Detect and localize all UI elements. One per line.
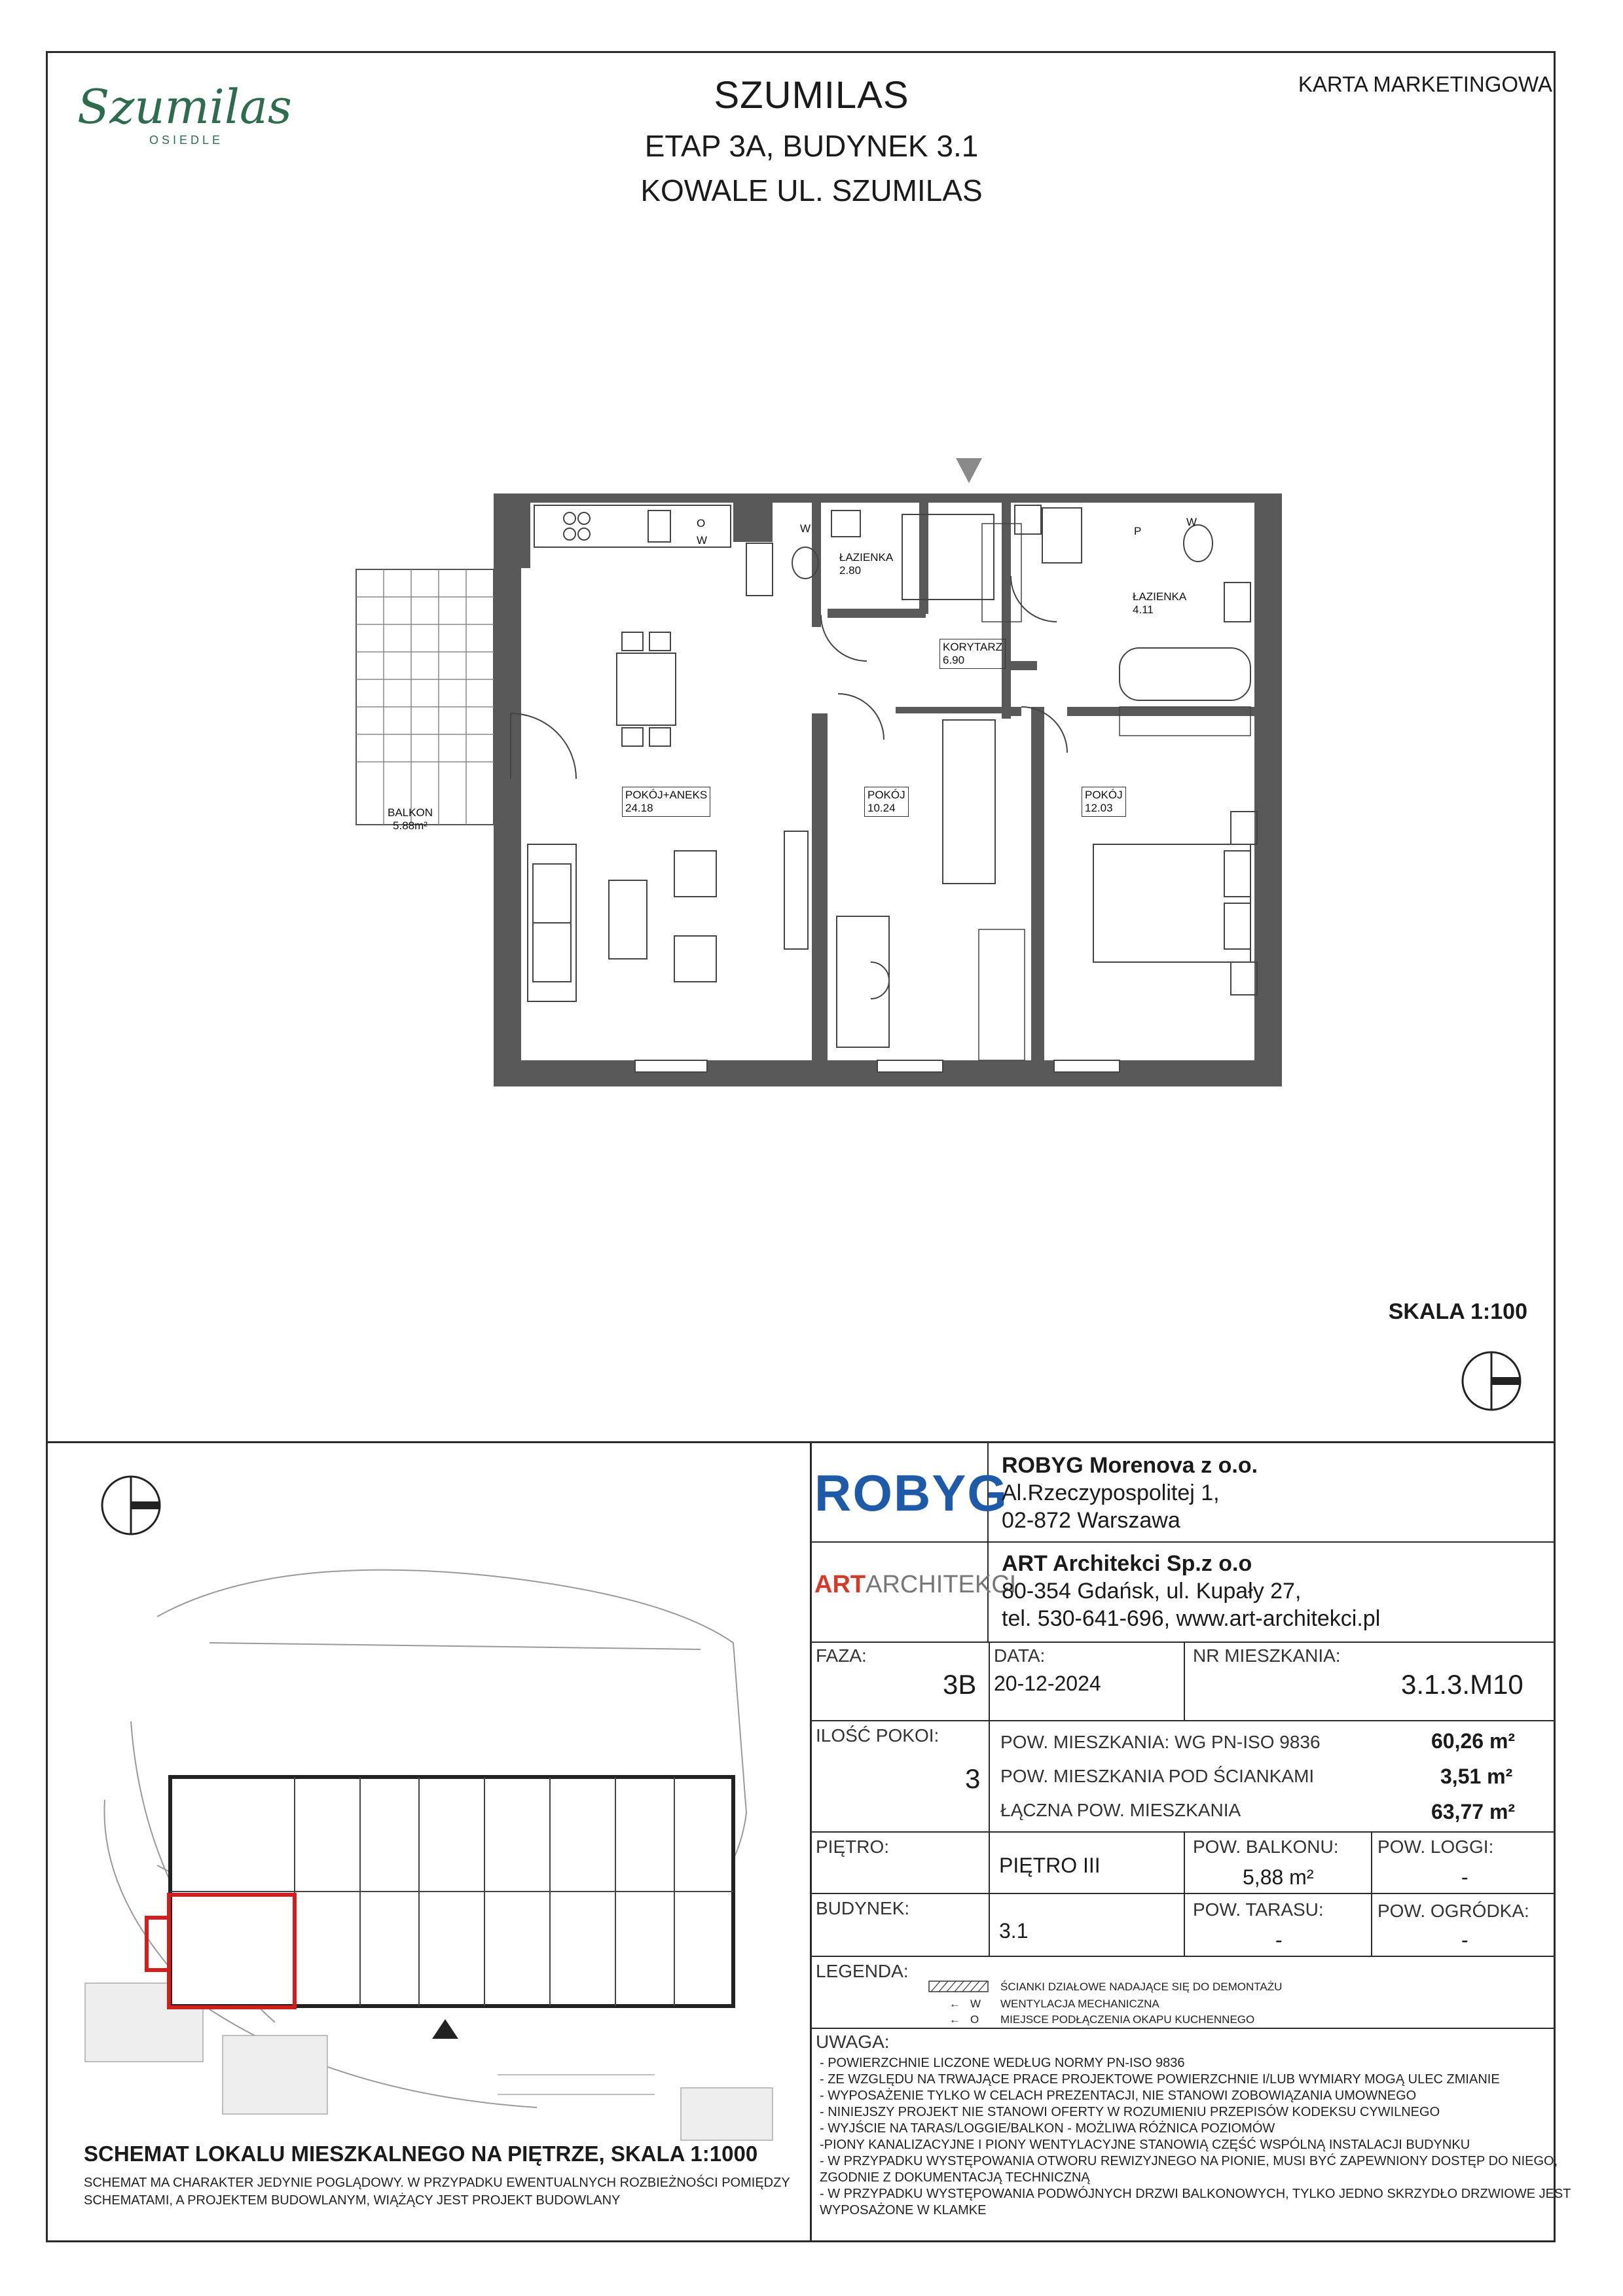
pokoje-value: 3 <box>965 1763 981 1794</box>
note-item: - W PRZYPADKU WYSTĘPOWANIA PODWÓJNYCH DRZWI BALKONOWYCH, TYLKO JEDNO SKRZYDŁO DRZWIOWE JEST <box>820 2187 1571 2201</box>
bedroom-furniture <box>837 720 1257 1047</box>
pokoje-label: ILOŚĆ POKOI: <box>816 1725 939 1746</box>
tb-line-1 <box>810 1541 1556 1543</box>
laczna-value: 63,77 m² <box>1431 1800 1516 1823</box>
tb-vline-data <box>1184 1641 1185 1720</box>
loggia-value: - <box>1461 1865 1468 1889</box>
loggia-label: POW. LOGGI: <box>1377 1837 1494 1857</box>
section-divider <box>46 1441 1556 1443</box>
room-label-pokoj-aneks: POKÓJ+ANEKS 24.18 <box>622 787 710 817</box>
pietro-label: PIĘTRO: <box>816 1837 890 1857</box>
note-item: - NINIEJSZY PROJEKT NIE STANOWI OFERTY W ROZUMIENIU PRZEPISÓW KODEKSU CYWILNEGO <box>820 2105 1440 2119</box>
ogrodek-label: POW. OGRÓDKA: <box>1377 1901 1529 1921</box>
tb-vline-loggia <box>1371 1831 1372 1956</box>
pow-label: POW. MIESZKANIA: WG PN-ISO 9836 <box>1000 1732 1321 1752</box>
tb-line-6 <box>810 1956 1556 1957</box>
note-item: ZGODNIE Z DOKUMENTACJĄ TECHNICZNĄ <box>820 2170 1090 2185</box>
legend-item-walls: ŚCIANKI DZIAŁOWE NADAJĄCE SIĘ DO DEMONTAŻU <box>1000 1981 1283 1993</box>
pow-value: 60,26 m² <box>1431 1729 1516 1753</box>
room-label-balkon: BALKON 5.88m² <box>388 806 433 832</box>
taras-value: - <box>1275 1928 1283 1952</box>
schematic-title: SCHEMAT LOKALU MIESZKALNEGO NA PIĘTRZE, SKALA 1:1000 <box>84 2142 758 2166</box>
tb-vline-pokoi <box>989 1720 990 1831</box>
notes-list <box>820 2055 1571 2219</box>
faza-label: FAZA: <box>816 1645 867 1666</box>
schematic-subtitle: SCHEMAT MA CHARAKTER JEDYNIE POGLĄDOWY. W PRZYPADKU EWENTUALNYCH ROZBIEŻNOŚCI POMIĘDZY SCHEMATAMI, A PROJEKTEM BUDOWLANYM, WIĄŻĄCY JEST PROJEKT BUDOWLANY <box>84 2176 790 2208</box>
data-label: DATA: <box>994 1645 1046 1666</box>
legend-mark-w: W <box>970 1998 981 2010</box>
north-arrow-icon <box>1459 1348 1524 1417</box>
pod-value: 3,51 m² <box>1440 1765 1513 1788</box>
nr-value: 3.1.3.M10 <box>1401 1669 1523 1700</box>
taras-label: POW. TARASU: <box>1193 1899 1324 1920</box>
mark-w-bath1: W <box>800 522 811 535</box>
tb-line-2 <box>810 1641 1556 1643</box>
floor-plan <box>347 445 1277 1073</box>
card-type-label: KARTA MARKETINGOWA <box>1298 72 1552 96</box>
tb-line-7 <box>810 2028 1556 2029</box>
tb-vline-pietro <box>989 1831 990 1956</box>
entrance-marker <box>956 458 982 483</box>
legend-item-hood: MIEJSCE PODŁĄCZENIA OKAPU KUCHENNEGO <box>1000 2013 1255 2026</box>
mark-o: O <box>697 517 706 529</box>
note-item: - ZE WZGLĘDU NA TRWAJĄCE PRACE PROJEKTOWE POWIERZCHNIE I/LUB WYMIARY MOGĄ ULEC ZMIANIE <box>820 2072 1500 2087</box>
robyg-name: ROBYG Morenova z o.o. <box>1002 1453 1258 1478</box>
art-addr1: 80-354 Gdańsk, ul. Kupały 27, <box>1002 1579 1302 1604</box>
arrow-left-icon-o: ← <box>949 2013 960 2026</box>
room-label-pokoj2: POKÓJ 12.03 <box>1082 787 1126 817</box>
arrow-left-icon-w: ← <box>949 1998 960 2010</box>
data-value: 20-12-2024 <box>994 1672 1101 1695</box>
nr-label: NR MIESZKANIA: <box>1193 1645 1341 1666</box>
balkon-value: 5,88 m² <box>1243 1865 1314 1889</box>
title-block-divider <box>810 1441 812 2242</box>
note-item: - W PRZYPADKU WYSTĘPOWANIA OTWORU REWIZYJNEGO NA PIONIE, MUSI BYĆ ZAPEWNIONY DOSTĘP DO NIEGO, <box>820 2154 1558 2168</box>
note-item: - WYPOSAŻENIE TYLKO W CELACH PREZENTACJI, NIE STANOWI ZOBOWIĄZANIA UMOWNEGO <box>820 2089 1417 2103</box>
note-item: WYPOSAŻONE W KLAMKE <box>820 2203 987 2217</box>
laczna-label: ŁĄCZNA POW. MIESZKANIA <box>1000 1800 1241 1820</box>
tb-vline-faza <box>989 1641 990 1720</box>
pod-label: POW. MIESZKANIA POD ŚCIANKAMI <box>1000 1766 1315 1786</box>
budynek-label: BUDYNEK: <box>816 1898 910 1918</box>
faza-value: 3B <box>943 1669 977 1700</box>
legend-mark-o: O <box>970 2013 979 2026</box>
doors <box>511 576 1067 779</box>
balcony <box>356 569 494 825</box>
svg-text:Szumilas: Szumilas <box>77 79 292 134</box>
room-label-pokoj1: POKÓJ 10.24 <box>864 787 909 817</box>
legend-label: LEGENDA: <box>816 1961 909 1981</box>
hatch-wall-icon <box>928 1981 989 1996</box>
project-address: KOWALE UL. SZUMILAS <box>640 173 983 207</box>
project-subtitle: ETAP 3A, BUDYNEK 3.1 <box>644 129 979 163</box>
robyg-logo: ROBYG <box>814 1464 1009 1522</box>
art-addr2: tel. 530-641-696, www.art-architekci.pl <box>1002 1606 1381 1631</box>
art-name: ART Architekci Sp.z o.o <box>1002 1551 1252 1576</box>
pietro-value: PIĘTRO III <box>999 1854 1101 1877</box>
sofa <box>528 831 808 1001</box>
art-logo <box>814 1571 1016 1599</box>
note-item: -PIONY KANALIZACYJNE I PIONY WENTYLACYJNE STANOWIĄ CZĘŚĆ WSPÓLNĄ INSTALACJI BUDYNKU <box>820 2138 1470 2152</box>
tb-line-3 <box>810 1720 1556 1721</box>
room-label-lazienka1: ŁAZIENKA 2.80 <box>839 551 894 577</box>
note-item: - WYJŚCIE NA TARAS/LOGGIE/BALKON - MOŻLIWA RÓŻNICA POZIOMÓW <box>820 2121 1275 2136</box>
dining-set <box>617 632 676 746</box>
art-logo-a: ART <box>814 1571 866 1598</box>
mark-w-bath2: W <box>1186 516 1197 528</box>
site-schematic <box>79 1446 805 2140</box>
budynek-value: 3.1 <box>999 1919 1029 1943</box>
note-item: - POWIERZCHNIE LICZONE WEDŁUG NORMY PN-ISO 9836 <box>820 2056 1185 2070</box>
legend-item-ventilation: WENTYLACJA MECHANICZNA <box>1000 1998 1159 2010</box>
notes-label: UWAGA: <box>816 2032 890 2052</box>
ogrodek-value: - <box>1461 1928 1468 1952</box>
room-label-lazienka2: ŁAZIENKA 4.11 <box>1133 590 1187 616</box>
mark-p: P <box>1134 525 1142 537</box>
tb-line-5 <box>810 1893 1556 1894</box>
balkon-label: POW. BALKONU: <box>1193 1837 1339 1857</box>
robyg-addr1: Al.Rzeczypospolitej 1, <box>1002 1480 1220 1505</box>
tb-line-4 <box>810 1831 1556 1833</box>
north-arrow-small-icon <box>102 1477 160 1534</box>
robyg-addr2: 02-872 Warszawa <box>1002 1508 1180 1533</box>
tb-vline-balkon <box>1184 1831 1185 1956</box>
plan-scale: SKALA 1:100 <box>1388 1299 1527 1324</box>
art-info <box>1002 1550 1380 1632</box>
project-title: SZUMILAS <box>714 74 909 117</box>
svg-text:OSIEDLE: OSIEDLE <box>149 134 224 147</box>
robyg-info <box>1002 1452 1258 1534</box>
mark-w-kitchen: W <box>697 534 708 547</box>
room-label-korytarz: KORYTARZ 6.90 <box>939 639 1006 669</box>
art-logo-b: ARCHITEKCI <box>866 1571 1017 1598</box>
